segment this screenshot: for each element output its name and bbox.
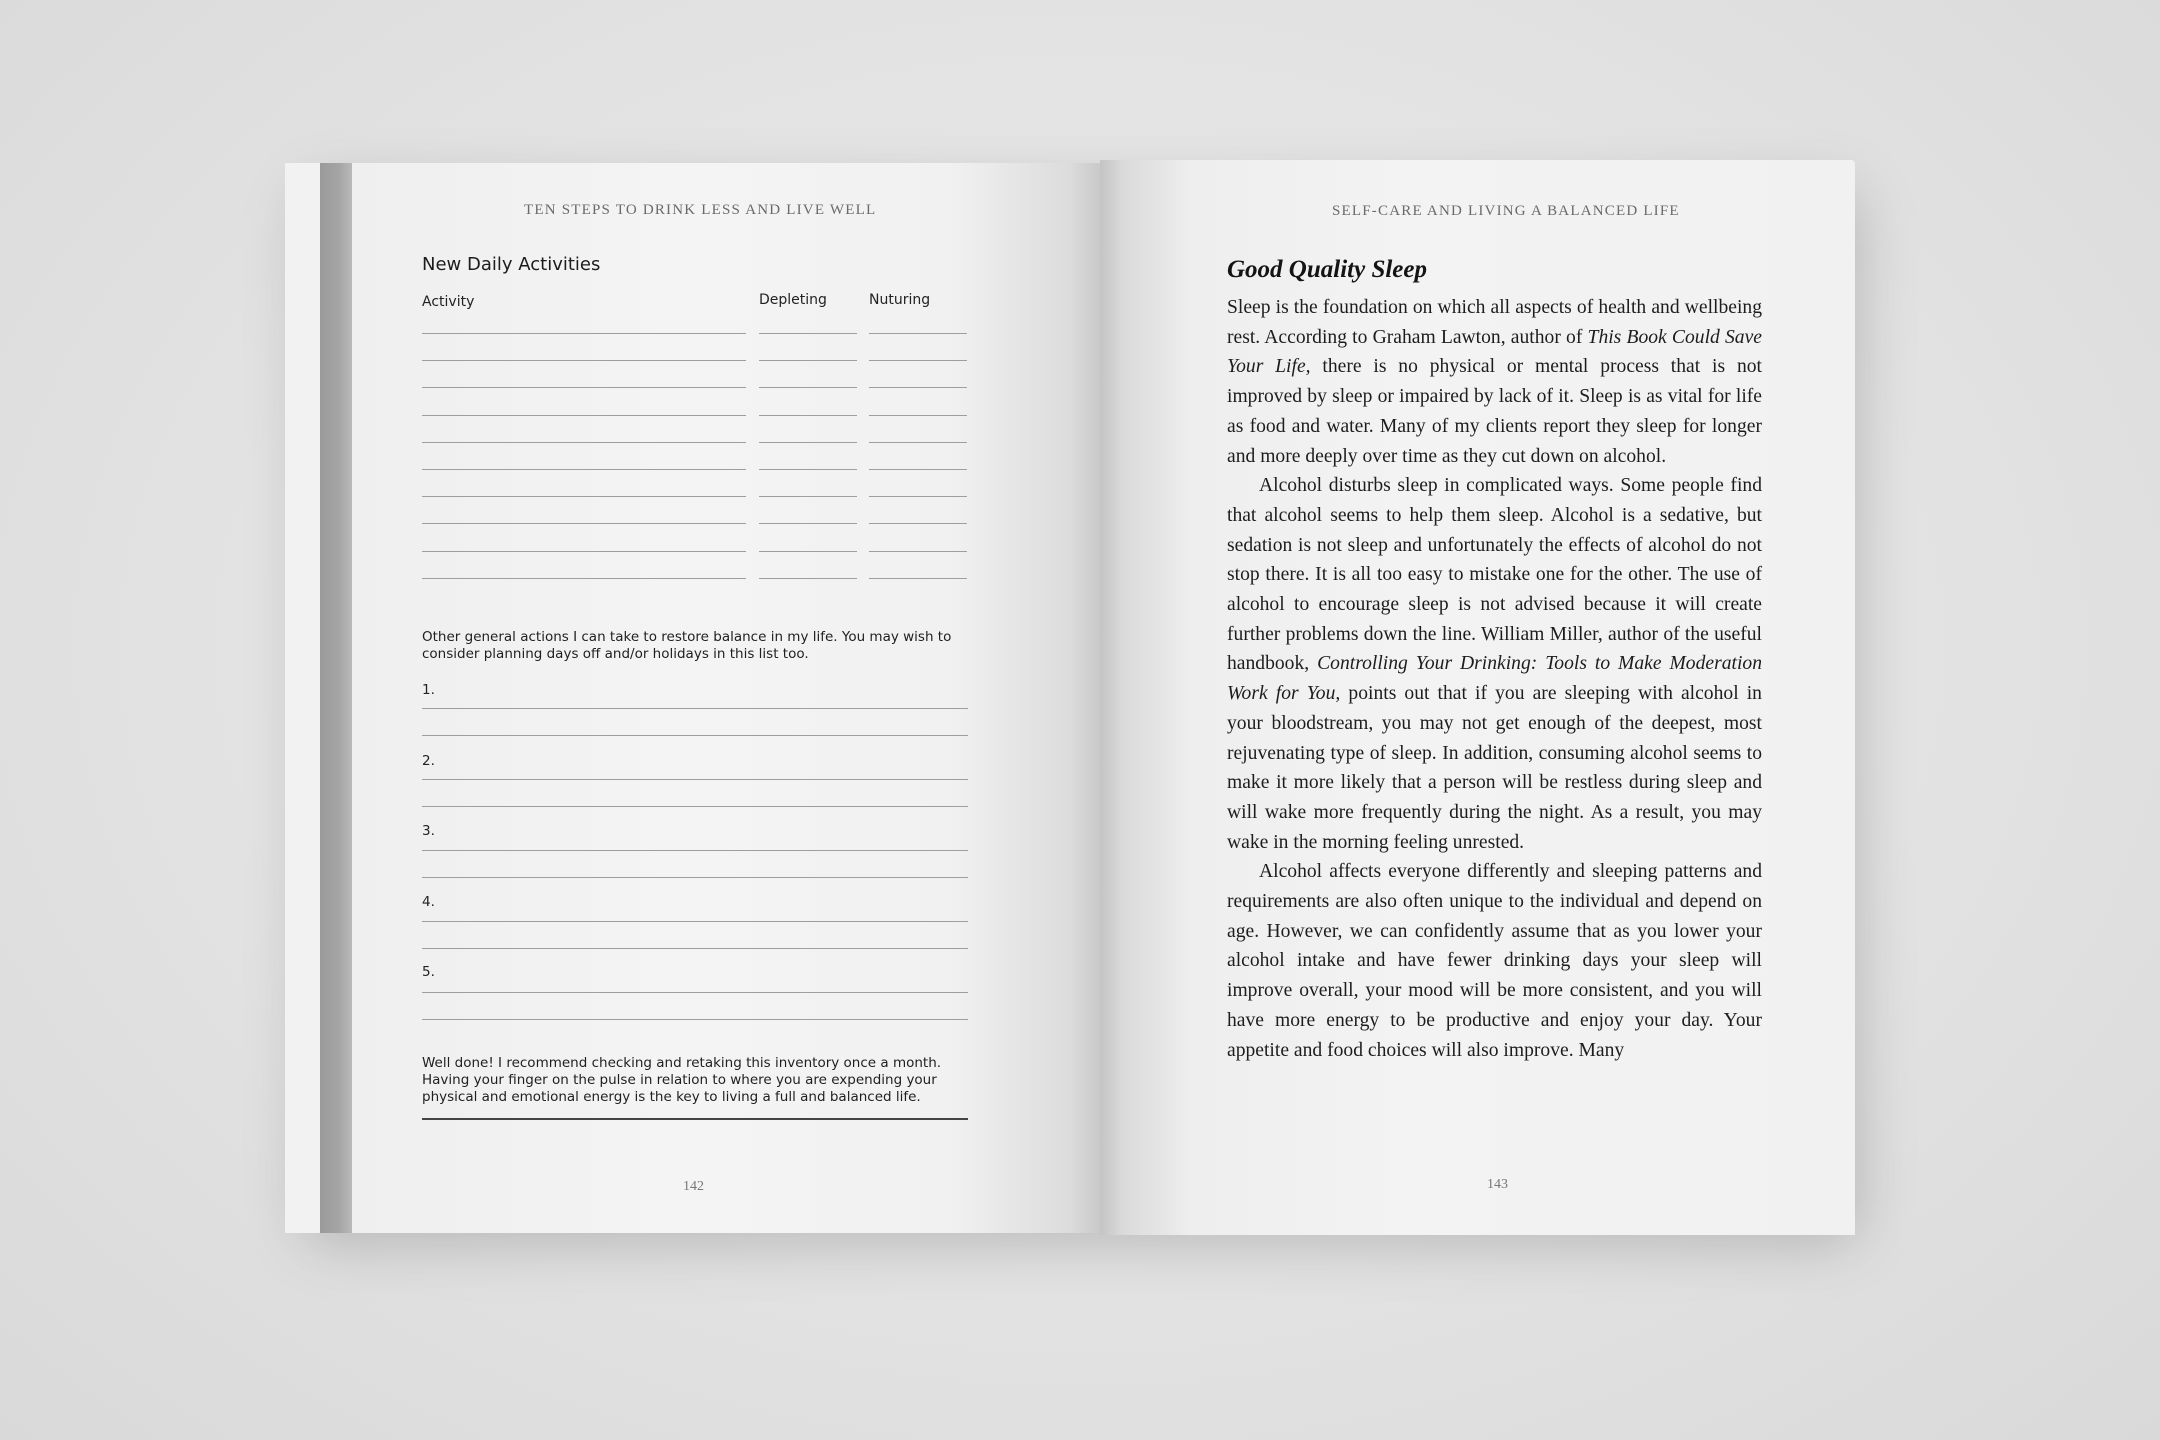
table-blank-line	[759, 523, 857, 524]
footer-rule	[422, 1118, 968, 1120]
section-heading: Good Quality Sleep	[1227, 256, 1427, 283]
table-blank-line	[759, 387, 857, 388]
action-blank-line	[422, 850, 968, 851]
table-blank-line	[422, 523, 746, 524]
table-blank-line	[422, 496, 746, 497]
action-blank-line	[422, 1019, 968, 1020]
right-page-number: 143	[1487, 1177, 1508, 1192]
table-blank-line	[759, 415, 857, 416]
table-blank-line	[869, 333, 967, 334]
table-blank-line	[759, 442, 857, 443]
table-blank-line	[422, 415, 746, 416]
table-blank-line	[759, 578, 857, 579]
page-block-edge	[320, 163, 352, 1233]
worksheet-title: New Daily Activities	[422, 254, 601, 275]
book-title-italic: Controlling Your Drinking: Tools to Make Moderation Work for You,	[1227, 653, 1762, 705]
column-header-activity: Activity	[422, 294, 475, 310]
column-header-depleting: Depleting	[759, 292, 827, 308]
table-blank-line	[422, 551, 746, 552]
actions-prompt: Other general actions I can take to restore balance in my life. You may wish to consider planning days off and/or holidays in this list too.	[422, 629, 952, 662]
action-blank-line	[422, 735, 968, 736]
body-text	[1227, 293, 1762, 1065]
table-blank-line	[759, 333, 857, 334]
worksheet-footer-note: Well done! I recommend checking and retaking this inventory once a month. Having your finger on the pulse in relation to where you are expending your physical and emotional energy is the key to living a full and balanced life.	[422, 1055, 942, 1105]
table-blank-line	[869, 551, 967, 552]
paragraph-1: Sleep is the foundation on which all aspects of health and wellbeing rest. According to Graham Lawton, author of This Book Could Save Your Life, there is no physical or mental process that is not improved by sleep or impaired by lack of it. Sleep is as vital for life as food and water. Many of my clients report they sleep for longer and more deeply over time as they cut down on alcohol.	[1227, 297, 1762, 467]
left-page-number: 142	[683, 1179, 704, 1194]
action-blank-line	[422, 877, 968, 878]
table-blank-line	[869, 469, 967, 470]
left-running-head: TEN STEPS TO DRINK LESS AND LIVE WELL	[524, 202, 877, 218]
table-blank-line	[869, 442, 967, 443]
action-number-5: 5.	[422, 964, 435, 980]
action-number-4: 4.	[422, 894, 435, 910]
table-blank-line	[759, 551, 857, 552]
table-blank-line	[759, 496, 857, 497]
table-blank-line	[869, 496, 967, 497]
table-blank-line	[869, 578, 967, 579]
table-blank-line	[869, 387, 967, 388]
action-number-3: 3.	[422, 823, 435, 839]
table-blank-line	[869, 415, 967, 416]
action-blank-line	[422, 921, 968, 922]
action-number-2: 2.	[422, 753, 435, 769]
paragraph-3: Alcohol affects everyone differently and sleeping patterns and requirements are also often unique to the individual and depend on age. However, we can confidently assume that as you lower your alcohol intake and have fewer drinking days your sleep will improve overall, your mood will be more consistent, and you will have more energy to be productive and enjoy your day. Your appetite and food choices will also improve. Many	[1227, 861, 1762, 1061]
right-running-head: SELF-CARE AND LIVING A BALANCED LIFE	[1332, 203, 1680, 219]
table-blank-line	[869, 523, 967, 524]
table-blank-line	[422, 360, 746, 361]
table-blank-line	[869, 360, 967, 361]
action-number-1: 1.	[422, 682, 435, 698]
table-blank-line	[422, 333, 746, 334]
action-blank-line	[422, 708, 968, 709]
table-blank-line	[422, 469, 746, 470]
table-blank-line	[759, 469, 857, 470]
book-title-italic: This Book Could Save Your Life,	[1227, 326, 1762, 378]
table-blank-line	[422, 387, 746, 388]
paragraph-2: Alcohol disturbs sleep in complicated ways. Some people find that alcohol seems to help them sleep. Alcohol is a sedative, but sedation is not sleep and unfortunately the effects of alcohol do not stop there. It is all too easy to mistake one for the other. The use of alcohol to encourage sleep is not advised because it will create further problems down the line. William Miller, author of the useful handbook, Controlling Your Drinking: Tools to Make Moderation Work for You, points out that if you are sleeping with alcohol in your bloodstream, you may not get enough of the deepest, most rejuvenating type of sleep. In addition, consuming alcohol seems to make it more likely that a person will be restless during sleep and will wake more frequently during the night. As a result, you may wake in the morning feeling unrested.	[1227, 475, 1762, 853]
action-blank-line	[422, 779, 968, 780]
column-header-nurturing: Nuturing	[869, 292, 931, 308]
table-blank-line	[759, 360, 857, 361]
action-blank-line	[422, 948, 968, 949]
action-blank-line	[422, 992, 968, 993]
table-blank-line	[422, 442, 746, 443]
table-blank-line	[422, 578, 746, 579]
action-blank-line	[422, 806, 968, 807]
